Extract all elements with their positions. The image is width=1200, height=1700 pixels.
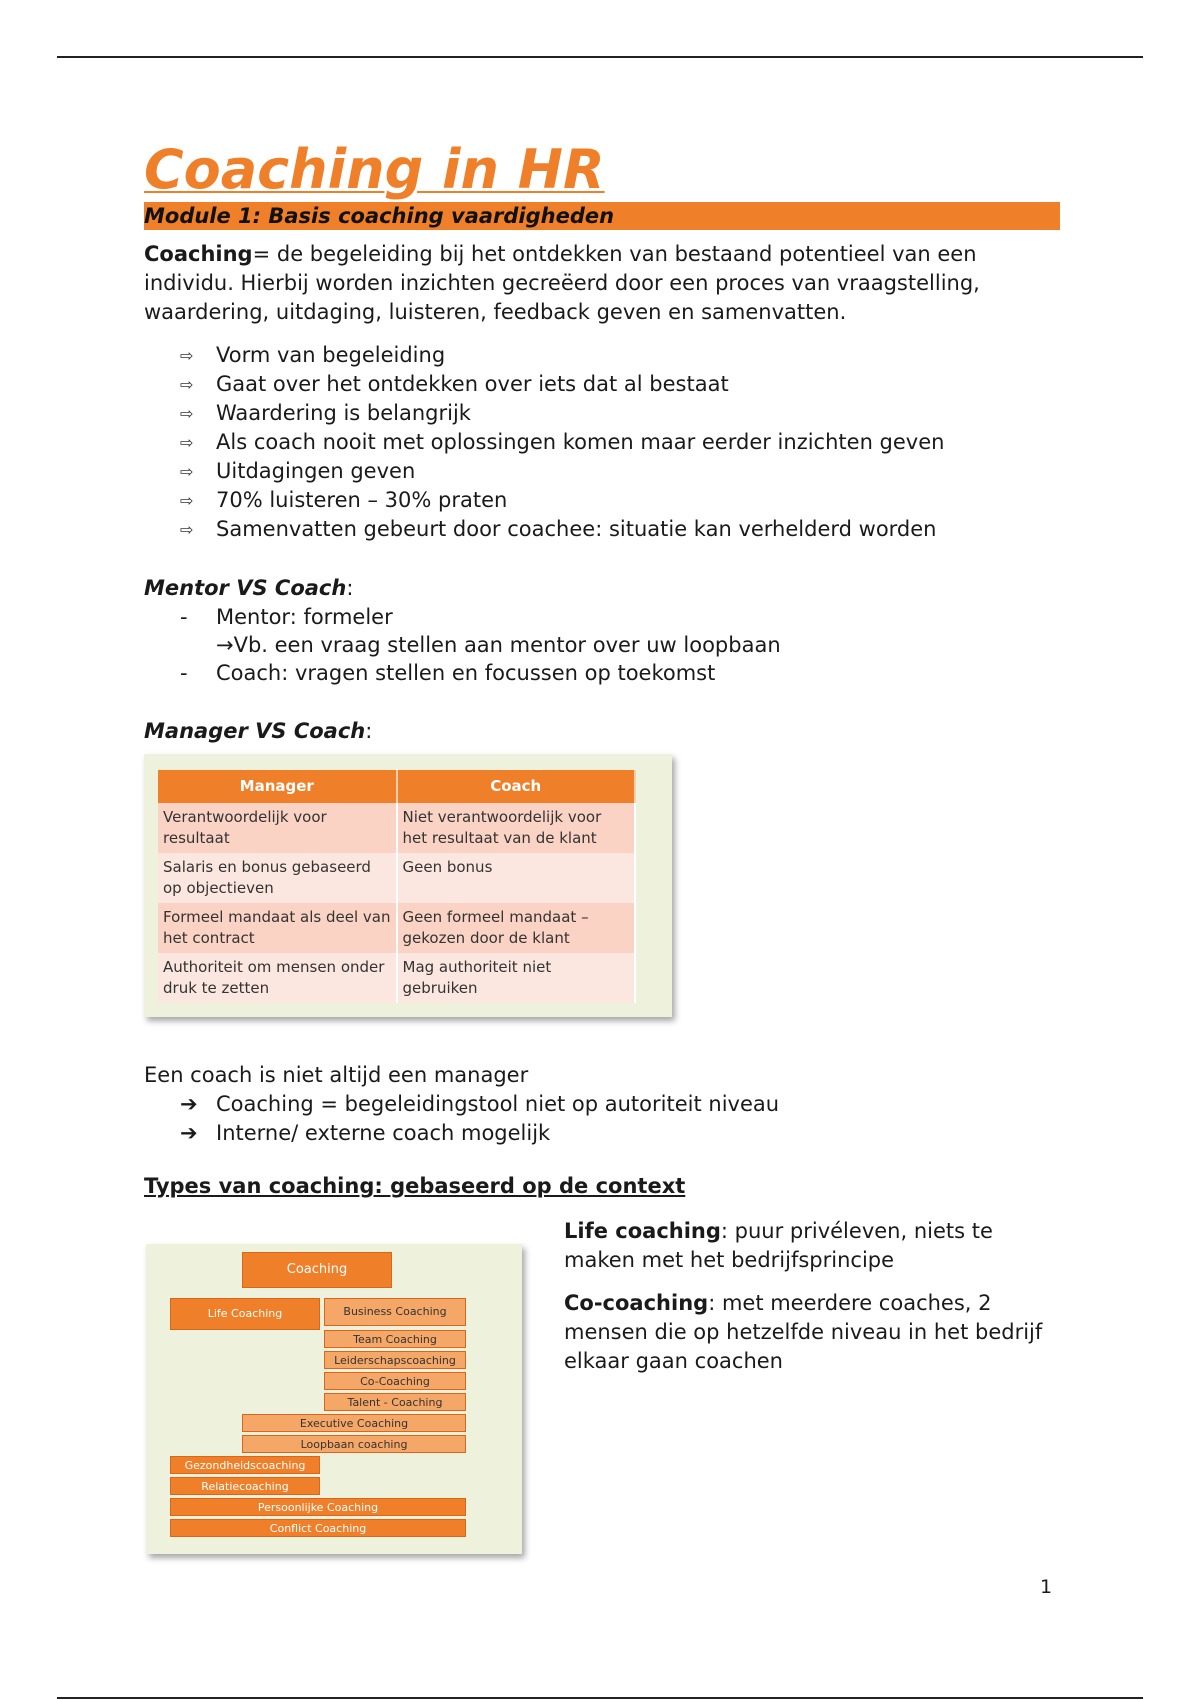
module-title: Module 1: Basis coaching vaardigheden bbox=[144, 204, 615, 228]
table-header-row bbox=[158, 770, 635, 803]
diagram-career: Loopbaan coaching bbox=[242, 1435, 466, 1453]
page-number: 1 bbox=[1040, 1576, 1053, 1598]
column-header: Manager bbox=[158, 770, 397, 803]
page-title: Coaching in HR bbox=[144, 138, 605, 201]
life-coaching-paragraph: Life coaching: puur privéleven, niets te maken met het bedrijfsprincipe bbox=[564, 1219, 993, 1272]
module-banner bbox=[144, 202, 1060, 230]
mentor-section-title: Mentor VS Coach: bbox=[144, 576, 354, 600]
co-coaching-paragraph: Co-coaching: met meerdere coaches, 2 mensen die op hetzelfde niveau in het bedrijf elkaar gaan coachen bbox=[564, 1291, 1043, 1373]
diagram-health: Gezondheidscoaching bbox=[170, 1456, 320, 1474]
coach-manager-text: Een coach is niet altijd een manager bbox=[144, 1063, 529, 1087]
arrow-right-icon: ⇨ bbox=[180, 433, 194, 452]
table-row: Salaris en bonus gebaseerd op objectieven Geen bonus bbox=[158, 853, 635, 903]
types-section bbox=[144, 1217, 1060, 1597]
diagram-conflict: Conflict Coaching bbox=[170, 1519, 466, 1537]
arrow-right-icon: ⇨ bbox=[180, 491, 194, 510]
coaching-bullet-list bbox=[144, 341, 1060, 544]
list-item: ➔ Coaching = begeleidingstool niet op autoriteit niveau bbox=[180, 1090, 1060, 1119]
arrow-right-icon: ⇨ bbox=[180, 404, 194, 423]
footer-rule bbox=[57, 1697, 1143, 1699]
diagram-life: Life Coaching bbox=[170, 1298, 320, 1330]
list-item: ⇨ Uitdagingen geven bbox=[180, 457, 1060, 486]
diagram-business: Business Coaching bbox=[324, 1298, 466, 1326]
list-item: - Mentor: formeler bbox=[180, 605, 393, 629]
coach-manager-list bbox=[144, 1090, 1060, 1148]
arrow-right-icon: ⇨ bbox=[180, 520, 194, 539]
diagram-team: Team Coaching bbox=[324, 1330, 466, 1348]
diagram-talent: Talent - Coaching bbox=[324, 1393, 466, 1411]
table-row: Formeel mandaat als deel van het contract Geen formeel mandaat – gekozen door de klant bbox=[158, 903, 635, 953]
list-item: - Coach: vragen stellen en focussen op toekomst bbox=[180, 661, 716, 685]
column-header: Coach bbox=[397, 770, 636, 803]
list-item: ⇨ Gaat over het ontdekken over iets dat al bestaat bbox=[180, 370, 1060, 399]
diagram-personal: Persoonlijke Coaching bbox=[170, 1498, 466, 1516]
mentor-list bbox=[144, 603, 1060, 687]
arrow-right-icon: ➔ bbox=[180, 1092, 198, 1116]
list-item: ⇨ Waardering is belangrijk bbox=[180, 399, 1060, 428]
arrow-right-icon: ⇨ bbox=[180, 462, 194, 481]
manager-coach-table bbox=[158, 770, 636, 1003]
list-item: →Vb. een vraag stellen aan mentor over uw loopbaan bbox=[216, 633, 781, 657]
arrow-right-icon: ⇨ bbox=[180, 375, 194, 394]
list-item: ⇨ Vorm van begeleiding bbox=[180, 341, 1060, 370]
list-item: ⇨ Samenvatten gebeurt door coachee: situatie kan verhelderd worden bbox=[180, 515, 1060, 544]
diagram-relation: Relatiecoaching bbox=[170, 1477, 320, 1495]
list-item: ⇨ Als coach nooit met oplossingen komen maar eerder inzichten geven bbox=[180, 428, 1060, 457]
types-descriptions bbox=[564, 1217, 1064, 1390]
diagram-leadership: Leiderschapscoaching bbox=[324, 1351, 466, 1369]
definition-text: = de begeleiding bij het ontdekken van bestaand potentieel van een individu. Hierbij worden inzichten gecreëerd door een proces van vraagstelling, waardering, uitdaging, luisteren, feedback geven en samenvatten. bbox=[144, 242, 980, 324]
table-row: Verantwoordelijk voor resultaat Niet verantwoordelijk voor het resultaat van de klant bbox=[158, 803, 635, 853]
header-rule bbox=[57, 56, 1143, 58]
arrow-right-icon: ⇨ bbox=[180, 346, 194, 365]
arrow-right-icon: ➔ bbox=[180, 1121, 198, 1145]
diagram-root: Coaching bbox=[242, 1252, 392, 1288]
list-item: ⇨ 70% luisteren – 30% praten bbox=[180, 486, 1060, 515]
types-section-title: Types van coaching: gebaseerd op de context bbox=[144, 1174, 686, 1198]
definition-paragraph bbox=[144, 240, 1060, 327]
coaching-types-diagram bbox=[146, 1244, 522, 1554]
page-content bbox=[144, 140, 1060, 1597]
diagram-co: Co-Coaching bbox=[324, 1372, 466, 1390]
manager-coach-table-image bbox=[144, 754, 672, 1017]
diagram-executive: Executive Coaching bbox=[242, 1414, 466, 1432]
manager-section-title: Manager VS Coach: bbox=[144, 719, 373, 743]
definition-term: Coaching bbox=[144, 242, 253, 266]
table-row: Authoriteit om mensen onder druk te zetten Mag authoriteit niet gebruiken bbox=[158, 953, 635, 1003]
list-item: ➔ Interne/ externe coach mogelijk bbox=[180, 1119, 1060, 1148]
